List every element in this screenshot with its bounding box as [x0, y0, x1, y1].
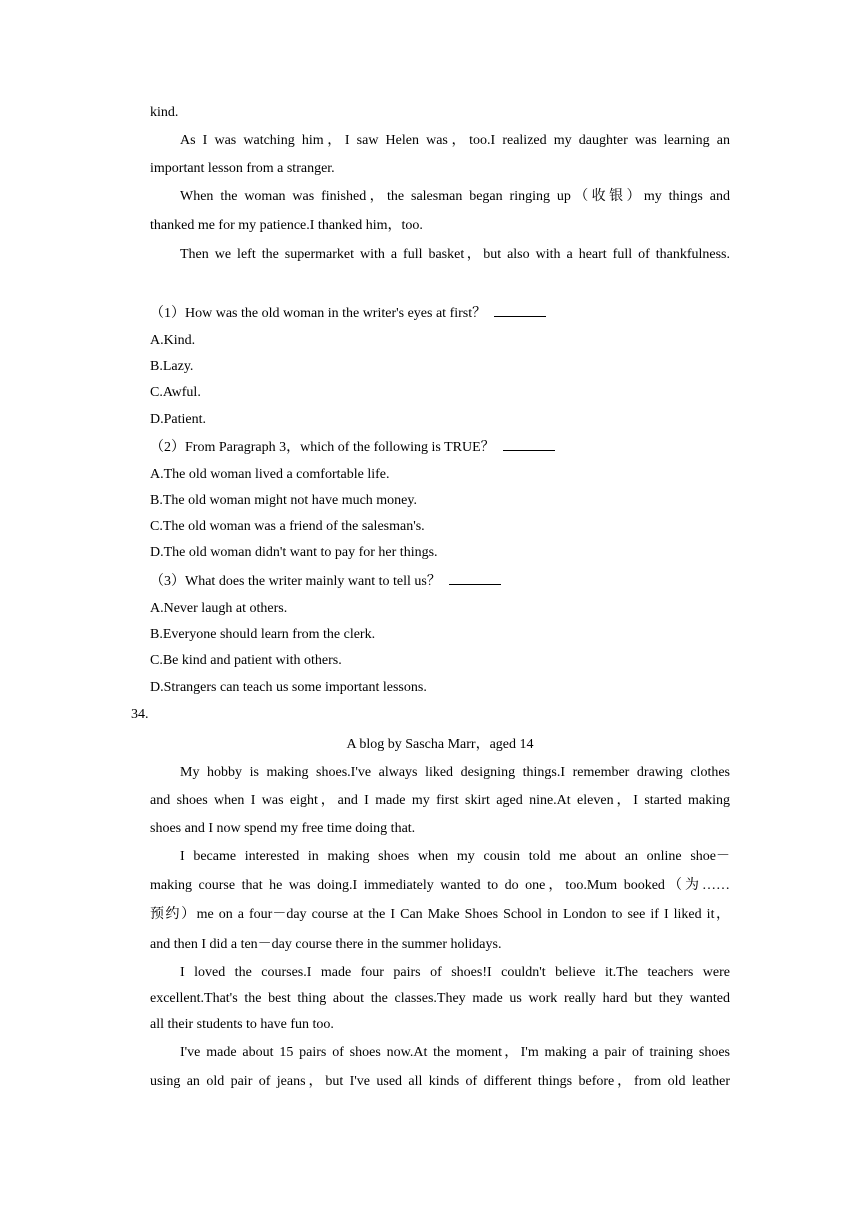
- question-stem: （1）How was the old woman in the writer's eyes at first？: [150, 304, 546, 323]
- passage-line: thanked me for my patience.I thanked him，too.: [150, 218, 423, 233]
- passage-line: 预约）me on a four－day course at the I Can Make Shoes School in London to see if I liked it，: [150, 907, 730, 922]
- option: B.Lazy.: [150, 359, 194, 374]
- passage-title: A blog by Sascha Marr，aged 14: [346, 737, 534, 752]
- passage-line: I became interested in making shoes when my cousin told me about an online shoe－: [180, 849, 730, 864]
- passage-line: Then we left the supermarket with a full basket，but also with a heart full of thankfulness.: [180, 247, 730, 262]
- option: B.The old woman might not have much money.: [150, 493, 417, 508]
- passage-line: and shoes when I was eight，and I made my first skirt aged nine.At eleven，I started making: [150, 793, 730, 808]
- passage-line: making course that he was doing.I immediately wanted to do one，too.Mum booked（为……: [150, 878, 730, 893]
- option: D.Patient.: [150, 412, 206, 427]
- passage-line: all their students to have fun too.: [150, 1017, 334, 1032]
- passage-line: shoes and I now spend my free time doing that.: [150, 821, 416, 836]
- question-number: 34.: [131, 707, 149, 722]
- passage-line: I've made about 15 pairs of shoes now.At the moment，I'm making a pair of training shoes: [180, 1045, 730, 1060]
- answer-blank[interactable]: [449, 572, 501, 585]
- option: A.Kind.: [150, 333, 196, 348]
- answer-blank[interactable]: [494, 304, 546, 317]
- passage-line: kind.: [150, 105, 179, 120]
- question-stem: （2）From Paragraph 3，which of the following is TRUE？: [150, 438, 555, 457]
- passage-line: excellent.That's the best thing about the classes.They made us work really hard but they wanted: [150, 991, 730, 1006]
- passage-line: My hobby is making shoes.I've always liked designing things.I remember drawing clothes: [180, 765, 730, 780]
- option: A.The old woman lived a comfortable life.: [150, 467, 390, 482]
- question-stem: （3）What does the writer mainly want to tell us？: [150, 572, 501, 591]
- option: C.Awful.: [150, 385, 201, 400]
- option: D.Strangers can teach us some important lessons.: [150, 680, 427, 695]
- option: D.The old woman didn't want to pay for her things.: [150, 545, 438, 560]
- option: C.The old woman was a friend of the salesman's.: [150, 519, 425, 534]
- passage-line: important lesson from a stranger.: [150, 161, 335, 176]
- passage-line: I loved the courses.I made four pairs of shoes!I couldn't believe it.The teachers were: [180, 965, 730, 980]
- answer-blank[interactable]: [503, 438, 555, 451]
- passage-line: using an old pair of jeans，but I've used all kinds of different things before，from old leather: [150, 1074, 730, 1089]
- passage-line: When the woman was finished，the salesman began ringing up（收银）my things and: [180, 189, 730, 204]
- option: C.Be kind and patient with others.: [150, 653, 342, 668]
- passage-line: and then I did a ten－day course there in the summer holidays.: [150, 937, 502, 952]
- option: A.Never laugh at others.: [150, 601, 288, 616]
- passage-line: As I was watching him，I saw Helen was，too.I realized my daughter was learning an: [180, 133, 730, 148]
- option: B.Everyone should learn from the clerk.: [150, 627, 376, 642]
